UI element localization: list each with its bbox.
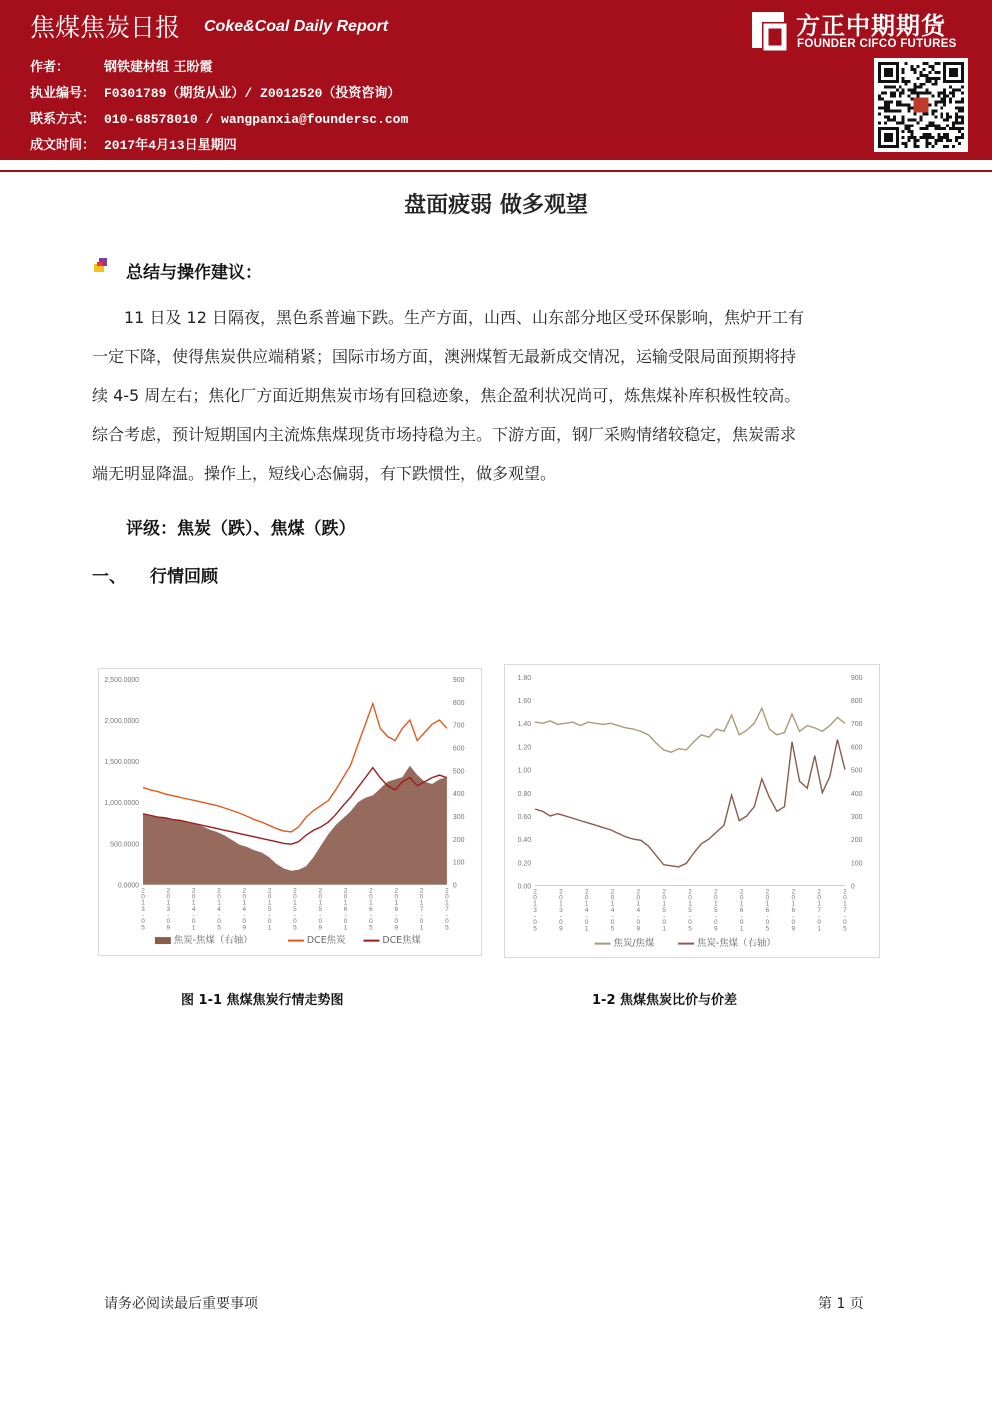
x-axis-tick-label: 2 0 1 4 -0 5 bbox=[610, 888, 615, 933]
left-axis-tick-label: 1.80 bbox=[517, 674, 532, 682]
summary-paragraph bbox=[92, 298, 898, 493]
x-axis-tick-label: 2 0 1 6 -0 5 bbox=[765, 888, 770, 933]
summary-line: 综合考虑，预计短期国内主流炼焦煤现货市场持稳为主。下游方面，钢厂采购情绪较稳定，焦炭需求 bbox=[92, 425, 797, 444]
footer-disclaimer: 请务必阅读最后重要事项 bbox=[104, 1296, 258, 1312]
figure-caption-1: 图 1-1 焦煤焦炭行情走势图 bbox=[181, 993, 344, 1008]
logo-mark-icon bbox=[744, 8, 788, 52]
left-axis-tick-label: 0.20 bbox=[517, 860, 532, 868]
x-axis-tick-label: 2 0 1 6 -0 9 bbox=[791, 888, 796, 933]
figure-caption-2: 1-2 焦煤焦炭比价与价差 bbox=[592, 993, 738, 1008]
x-axis-tick-label: 2 0 1 6 -0 1 bbox=[343, 887, 348, 932]
license-row bbox=[30, 82, 400, 101]
author-value: 钢铁建材组 王盼霞 bbox=[104, 60, 213, 75]
page-number: 第 1 页 bbox=[818, 1296, 864, 1312]
chart-coke-coal-trend bbox=[98, 668, 482, 956]
x-axis-tick-label: 2 0 1 7 -0 1 bbox=[817, 888, 821, 933]
legend-label: 焦炭-焦煤（右轴） bbox=[173, 935, 253, 947]
left-axis-tick-label: 0.60 bbox=[517, 813, 532, 821]
right-axis-tick-label: 800 bbox=[452, 699, 465, 707]
legend-label: DCE焦炭 bbox=[306, 935, 346, 947]
right-axis-tick-label: 300 bbox=[452, 813, 465, 821]
x-axis-tick-label: 2 0 1 5 -0 1 bbox=[662, 888, 666, 933]
chapter-number: 一、 bbox=[92, 567, 126, 587]
date-value: 2017年4月13日星期四 bbox=[104, 138, 237, 153]
x-axis-tick-label: 2 0 1 5 -0 9 bbox=[318, 887, 323, 932]
left-axis-tick-label: 1.40 bbox=[517, 721, 532, 729]
x-axis-tick-label: 2 0 1 6 -0 5 bbox=[369, 887, 373, 932]
x-axis-tick-label: 2 0 1 6 -0 9 bbox=[394, 887, 399, 932]
x-axis-tick-label: 2 0 1 3 -0 5 bbox=[533, 888, 537, 933]
x-axis-tick-label: 2 0 1 6 -0 1 bbox=[739, 888, 744, 933]
right-axis-tick-label: 600 bbox=[452, 745, 465, 753]
author-row bbox=[30, 56, 213, 75]
right-axis-tick-label: 700 bbox=[850, 721, 863, 729]
summary-line: 端无明显降温。操作上，短线心态偏弱，有下跌惯性，做多观望。 bbox=[92, 464, 557, 483]
date-row bbox=[30, 134, 237, 153]
series-line bbox=[535, 739, 845, 866]
license-label: 执业编号： bbox=[30, 86, 96, 101]
right-axis-tick-label: 300 bbox=[850, 813, 863, 821]
right-axis-tick-label: 800 bbox=[850, 698, 863, 706]
right-axis-tick-label: 400 bbox=[452, 791, 465, 799]
left-axis-tick-label: 1.20 bbox=[517, 744, 532, 752]
legend-label: 焦炭/焦煤 bbox=[613, 938, 655, 950]
x-axis-tick-label: 2 0 1 5 -0 9 bbox=[714, 888, 718, 933]
left-axis-tick-label: 0.40 bbox=[517, 837, 532, 845]
right-axis-tick-label: 600 bbox=[850, 744, 863, 752]
x-axis-tick-label: 2 0 1 7 -0 5 bbox=[843, 888, 847, 933]
right-axis-tick-label: 900 bbox=[850, 674, 863, 682]
left-axis-tick-label: 500.0000 bbox=[110, 841, 140, 849]
report-title-en: Coke&Coal Daily Report bbox=[204, 18, 389, 35]
left-axis-tick-label: 1,000.0000 bbox=[104, 800, 140, 808]
right-axis-tick-label: 0 bbox=[452, 882, 457, 890]
left-axis-tick-label: 1.00 bbox=[517, 767, 532, 775]
x-axis-tick-label: 2 0 1 4 -0 1 bbox=[191, 887, 196, 932]
rating-line: 评级：焦炭（跌）、焦煤（跌） bbox=[126, 519, 356, 539]
series-line bbox=[535, 708, 845, 752]
right-axis-tick-label: 500 bbox=[850, 767, 863, 775]
qr-code-icon bbox=[874, 58, 968, 152]
author-label: 作者： bbox=[30, 60, 70, 75]
license-value: F0301789（期货从业）/ Z0012520（投资咨询） bbox=[104, 86, 401, 101]
right-axis-tick-label: 100 bbox=[850, 860, 863, 868]
x-axis-tick-label: 2 0 1 7 -0 1 bbox=[419, 887, 424, 932]
report-header bbox=[0, 0, 992, 160]
x-axis-tick-label: 2 0 1 4 -0 1 bbox=[584, 888, 589, 933]
x-axis-tick-label: 2 0 1 3 -0 5 bbox=[141, 887, 145, 932]
x-axis-tick-label: 2 0 1 5 -0 1 bbox=[267, 887, 272, 932]
summary-heading: 总结与操作建议： bbox=[126, 263, 262, 283]
header-rule bbox=[0, 170, 992, 172]
summary-line: 一定下降，使得焦炭供应端稍紧；国际市场方面，澳洲煤暂无最新成交情况，运输受限局面预期将持 bbox=[92, 347, 797, 366]
x-axis-tick-label: 2 0 1 4 -0 5 bbox=[217, 887, 221, 932]
report-title-cn: 焦煤焦炭日报 bbox=[30, 13, 181, 42]
x-axis-tick-label: 2 0 1 5 -0 5 bbox=[688, 888, 692, 933]
chart-coke-coal-ratio-spread bbox=[504, 664, 880, 958]
left-axis-tick-label: 1.60 bbox=[517, 698, 532, 706]
chapter-heading bbox=[92, 562, 218, 587]
right-axis-tick-label: 400 bbox=[850, 790, 863, 798]
logo-name-cn: 方正中期期货 bbox=[796, 12, 946, 40]
legend-label: 焦炭-焦煤（右轴） bbox=[696, 938, 776, 950]
right-axis-tick-label: 200 bbox=[452, 836, 465, 844]
x-axis-tick-label: 2 0 1 7 -0 5 bbox=[445, 887, 449, 932]
right-axis-tick-label: 100 bbox=[452, 859, 465, 867]
logo-name-en: FOUNDER CIFCO FUTURES bbox=[797, 38, 957, 50]
x-axis-tick-label: 2 0 1 5 -0 5 bbox=[293, 887, 297, 932]
right-axis-tick-label: 900 bbox=[452, 676, 465, 684]
section-bullet-icon bbox=[92, 256, 110, 274]
summary-line: 11 日及 12 日隔夜，黑色系普遍下跌。生产方面，山西、山东部分地区受环保影响，焦炉开工有 bbox=[124, 308, 804, 327]
company-logo bbox=[744, 6, 984, 52]
legend-swatch bbox=[155, 937, 171, 944]
document-title: 盘面疲弱 做多观望 bbox=[404, 193, 588, 218]
x-axis-tick-label: 2 0 1 3 -0 9 bbox=[166, 887, 171, 932]
right-axis-tick-label: 0 bbox=[850, 883, 855, 891]
left-axis-tick-label: 0.00 bbox=[517, 883, 532, 891]
contact-row bbox=[30, 108, 408, 127]
contact-value: 010-68578010 / wangpanxia@foundersc.com bbox=[104, 112, 409, 127]
date-label: 成文时间： bbox=[30, 138, 96, 153]
right-axis-tick-label: 200 bbox=[850, 837, 863, 845]
left-axis-tick-label: 2,500.0000 bbox=[104, 676, 140, 684]
left-axis-tick-label: 2,000.0000 bbox=[104, 718, 140, 726]
left-axis-tick-label: 0.0000 bbox=[117, 882, 140, 890]
chapter-title: 行情回顾 bbox=[150, 567, 218, 587]
x-axis-tick-label: 2 0 1 4 -0 9 bbox=[636, 888, 641, 933]
legend-label: DCE焦煤 bbox=[382, 935, 421, 947]
x-axis-tick-label: 2 0 1 4 -0 9 bbox=[242, 887, 247, 932]
left-axis-tick-label: 0.80 bbox=[517, 790, 532, 798]
contact-label: 联系方式： bbox=[30, 112, 96, 127]
summary-line: 续 4-5 周左右；焦化厂方面近期焦炭市场有回稳迹象，焦企盈利状况尚可，炼焦煤补库积极性较高。 bbox=[92, 386, 801, 405]
right-axis-tick-label: 700 bbox=[452, 722, 465, 730]
x-axis-tick-label: 2 0 1 3 -0 9 bbox=[559, 888, 563, 933]
left-axis-tick-label: 1,500.0000 bbox=[104, 759, 140, 767]
right-axis-tick-label: 500 bbox=[452, 768, 465, 776]
